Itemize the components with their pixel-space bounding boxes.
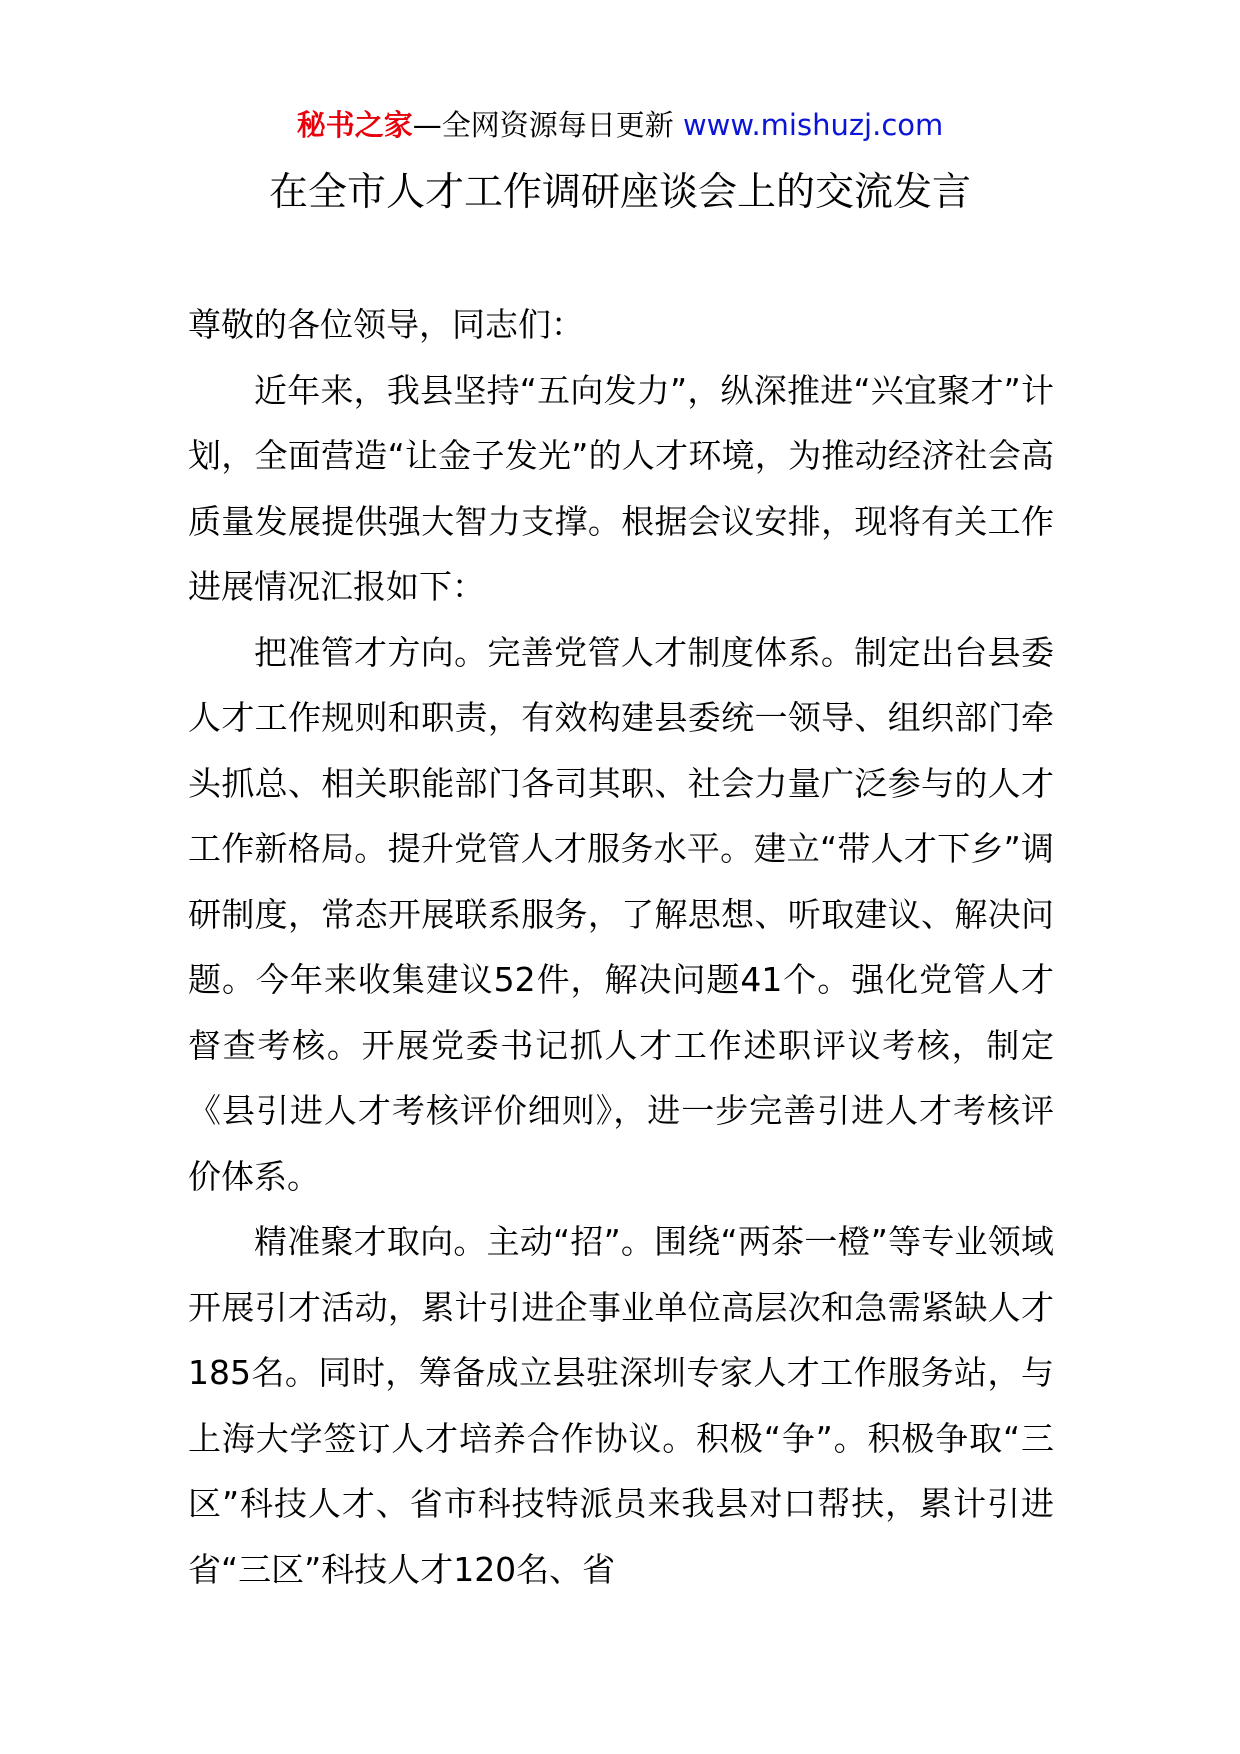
paragraph-talent-direction: 把准管才方向。完善党管人才制度体系。制定出台县委人才工作规则和职责，有效构建县委统一领导、组织部门牵头抓总、相关职能部门各司其职、社会力量广泛参与的人才工作新格局。提升党管人才服务水平。建立“带人才下乡”调研制度，常态开展联系服务，了解思想、听取建议、解决问题。今年来收集建议52件，解决问题41个。强化党管人才督查考核。开展党委书记抓人才工作述职评议考核，制定《县引进人才考核评价细则》，进一步完善引进人才考核评价体系。 xyxy=(188,632,1054,1196)
brand-name: 秘书之家 xyxy=(296,108,413,142)
site-banner xyxy=(0,100,1240,150)
document-title: 在全市人才工作调研座谈会上的交流发言 xyxy=(268,170,971,215)
document-body xyxy=(188,292,1054,1602)
salutation: 尊敬的各位领导，同志们： xyxy=(188,305,584,344)
paragraph-talent-recruitment: 精准聚才取向。主动“招”。围绕“两茶一橙”等专业领域开展引才活动，累计引进企事业单位高层次和急需紧缺人才185名。同时，筹备成立县驻深圳专家人才工作服务站，与上海大学签订人才培养合作协议。积极“争”。积极争取“三区”科技人才、省市科技特派员来我县对口帮扶，累计引进省“三区”科技人才120名、省 xyxy=(188,1222,1054,1589)
paragraph-intro: 近年来，我县坚持“五向发力”，纵深推进“兴宜聚才”计划，全面营造“让金子发光”的人才环境，为推动经济社会高质量发展提供强大智力支撑。根据会议安排，现将有关工作进展情况汇报如下： xyxy=(188,370,1054,606)
banner-slogan: —全网资源每日更新 xyxy=(412,108,683,142)
site-url-link[interactable]: www.mishuzj.com xyxy=(682,108,944,142)
